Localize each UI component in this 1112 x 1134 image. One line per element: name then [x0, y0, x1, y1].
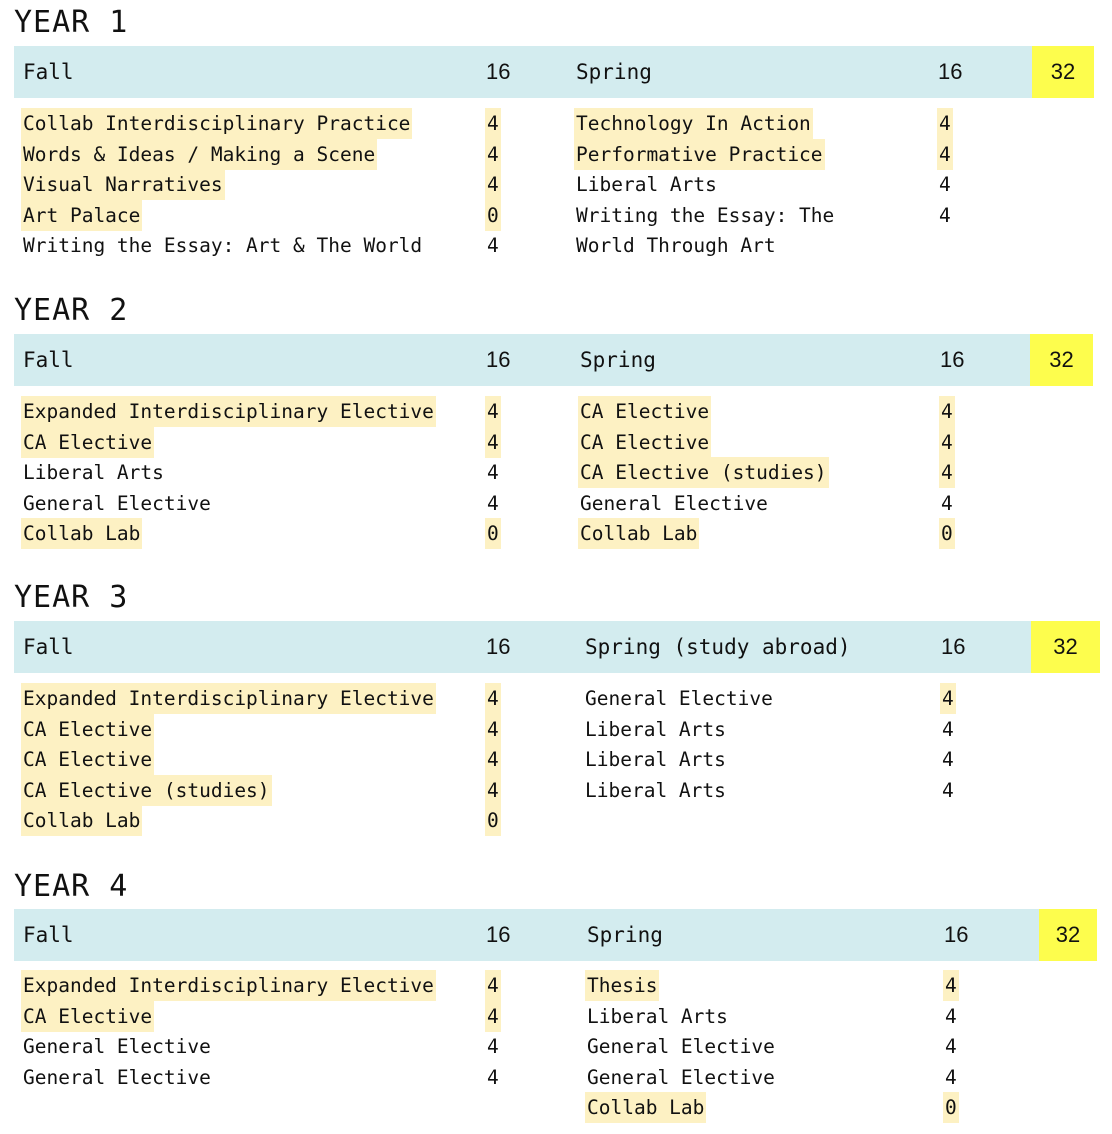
fall-semester-label: Fall [23, 60, 74, 84]
course-row [587, 1001, 984, 1032]
course-credits: 0 [939, 518, 955, 549]
course-name: Collab Lab [585, 1092, 706, 1123]
course-credits: 4 [487, 234, 499, 258]
course-name: Liberal Arts [585, 778, 726, 802]
spring-semester-label: Spring (study abroad) [585, 635, 851, 659]
year-title: YEAR 4 [14, 869, 129, 904]
course-name: CA Elective [578, 396, 711, 427]
course-row [23, 714, 526, 745]
course-row [576, 200, 978, 231]
course-name: Liberal Arts [587, 1004, 728, 1028]
course-credits: 4 [487, 461, 499, 485]
course-name: General Elective [23, 1035, 211, 1059]
course-name: General Elective [585, 687, 773, 710]
course-name: Technology In Action [574, 108, 813, 139]
course-name: General Elective [23, 491, 211, 515]
course-credits: 4 [485, 775, 501, 806]
course-name: Expanded Interdisciplinary Elective [21, 683, 436, 714]
course-row [580, 488, 980, 519]
course-row [23, 970, 526, 1001]
course-row [23, 396, 526, 427]
course-name: Performative Practice [574, 139, 825, 170]
course-credits: 4 [485, 714, 501, 745]
course-name: Collab Lab [578, 518, 699, 549]
course-row [585, 744, 981, 775]
course-credits: 4 [485, 683, 501, 714]
fall-course-list [23, 108, 526, 261]
course-row [23, 139, 526, 170]
course-credits: 0 [943, 1092, 959, 1123]
fall-semester-credits: 16 [486, 922, 511, 947]
course-row [580, 457, 980, 488]
course-row [585, 714, 981, 745]
course-row [23, 1031, 526, 1062]
course-name: CA Elective [21, 1001, 154, 1032]
course-credits: 4 [487, 1035, 499, 1059]
course-row [23, 744, 526, 775]
spring-semester-label: Spring [580, 348, 656, 372]
course-row [580, 518, 980, 549]
course-credits: 4 [939, 173, 951, 197]
course-credits: 4 [940, 683, 956, 714]
course-credits: 4 [937, 108, 953, 139]
course-row [23, 775, 526, 806]
course-credits: 4 [939, 203, 951, 227]
course-row [587, 970, 984, 1001]
course-credits: 4 [942, 748, 954, 772]
course-name: CA Elective (studies) [578, 457, 829, 488]
course-credits: 4 [487, 1065, 499, 1089]
course-credits: 4 [941, 491, 953, 515]
course-credits: 4 [485, 169, 501, 200]
year-title: YEAR 3 [14, 580, 129, 615]
spring-course-list [587, 970, 984, 1123]
course-credits: 4 [485, 1001, 501, 1032]
year-total-credits: 32 [1031, 621, 1100, 673]
course-row [23, 200, 526, 231]
course-name: Writing the Essay: Art & The World [23, 234, 423, 258]
course-row [23, 108, 526, 139]
course-credits: 4 [945, 1035, 957, 1059]
spring-course-list [576, 108, 978, 261]
course-row [587, 1092, 984, 1123]
course-name: General Elective [587, 1035, 775, 1059]
course-row [580, 427, 980, 458]
semester-header-bar [14, 46, 1032, 98]
course-row [23, 169, 526, 200]
course-credits: 4 [485, 396, 501, 427]
course-credits: 4 [942, 778, 954, 802]
course-row [576, 139, 978, 170]
course-credits: 4 [487, 491, 499, 515]
course-name: Liberal Arts [585, 717, 726, 741]
spring-course-list [585, 683, 981, 805]
course-credits: 4 [939, 457, 955, 488]
course-credits: 4 [485, 744, 501, 775]
course-credits: 0 [485, 518, 501, 549]
course-row [580, 396, 980, 427]
course-credits: 4 [937, 139, 953, 170]
fall-semester-label: Fall [23, 923, 74, 947]
course-name: CA Elective [21, 714, 154, 745]
course-credits: 4 [942, 717, 954, 741]
course-name: General Elective [587, 1065, 775, 1089]
course-name: Liberal Arts [23, 461, 164, 485]
course-row [576, 230, 978, 261]
course-row [23, 457, 526, 488]
fall-semester-credits: 16 [486, 59, 511, 84]
course-credits: 4 [945, 1065, 957, 1089]
spring-semester-label: Spring [587, 923, 663, 947]
spring-semester-credits: 16 [938, 59, 963, 84]
course-credits: 4 [939, 396, 955, 427]
course-row [23, 230, 526, 261]
fall-semester-label: Fall [23, 348, 74, 372]
course-name: Expanded Interdisciplinary Elective [21, 396, 436, 427]
course-name: Collab Interdisciplinary Practice [21, 108, 412, 139]
course-row [23, 518, 526, 549]
course-row [23, 1062, 526, 1093]
course-row [576, 169, 978, 200]
year-total-credits: 32 [1030, 334, 1093, 386]
course-row [23, 488, 526, 519]
course-credits: 0 [485, 805, 501, 836]
semester-header-bar [14, 334, 1030, 386]
course-row [23, 805, 526, 836]
course-name: General Elective [580, 491, 768, 515]
fall-course-list [23, 396, 526, 549]
spring-semester-credits: 16 [940, 347, 965, 372]
course-name: Collab Lab [21, 518, 142, 549]
course-row [576, 108, 978, 139]
fall-course-list [23, 970, 526, 1092]
fall-course-list [23, 683, 526, 836]
course-row [23, 1001, 526, 1032]
course-name: CA Elective (studies) [21, 775, 272, 806]
course-name: General Elective [23, 1065, 211, 1089]
fall-semester-credits: 16 [486, 347, 511, 372]
semester-header-bar [14, 909, 1039, 961]
course-credits: 4 [485, 108, 501, 139]
course-credits: 4 [939, 427, 955, 458]
course-credits: 4 [485, 970, 501, 1001]
course-credits: 4 [485, 427, 501, 458]
course-name: Collab Lab [21, 805, 142, 836]
spring-course-list [580, 396, 980, 549]
course-credits: 0 [485, 200, 501, 231]
course-name: CA Elective [21, 427, 154, 458]
course-row [585, 775, 981, 806]
course-credits: 4 [943, 970, 959, 1001]
course-name: Art Palace [21, 200, 142, 231]
year-title: YEAR 2 [14, 293, 129, 328]
fall-semester-label: Fall [23, 635, 74, 659]
course-row [587, 1062, 984, 1093]
course-credits: 4 [945, 1004, 957, 1028]
year-total-credits: 32 [1039, 909, 1097, 961]
course-name: Writing the Essay: The [576, 203, 835, 227]
course-name: World Through Art [576, 234, 776, 258]
course-name: CA Elective [578, 427, 711, 458]
course-name: Liberal Arts [585, 748, 726, 772]
course-row [587, 1031, 984, 1062]
spring-semester-label: Spring [576, 60, 652, 84]
course-credits: 4 [485, 139, 501, 170]
course-name: Expanded Interdisciplinary Elective [21, 970, 436, 1001]
course-row [23, 683, 526, 714]
course-row [23, 427, 526, 458]
semester-header-bar [14, 621, 1031, 673]
fall-semester-credits: 16 [486, 634, 511, 659]
course-name: Liberal Arts [576, 173, 717, 197]
course-row [585, 683, 981, 714]
course-name: Visual Narratives [21, 169, 225, 200]
course-name: Thesis [585, 970, 659, 1001]
course-name: CA Elective [21, 744, 154, 775]
year-total-credits: 32 [1032, 46, 1094, 98]
spring-semester-credits: 16 [941, 634, 966, 659]
course-name: Words & Ideas / Making a Scene [21, 139, 377, 170]
spring-semester-credits: 16 [944, 922, 969, 947]
year-title: YEAR 1 [14, 5, 129, 40]
